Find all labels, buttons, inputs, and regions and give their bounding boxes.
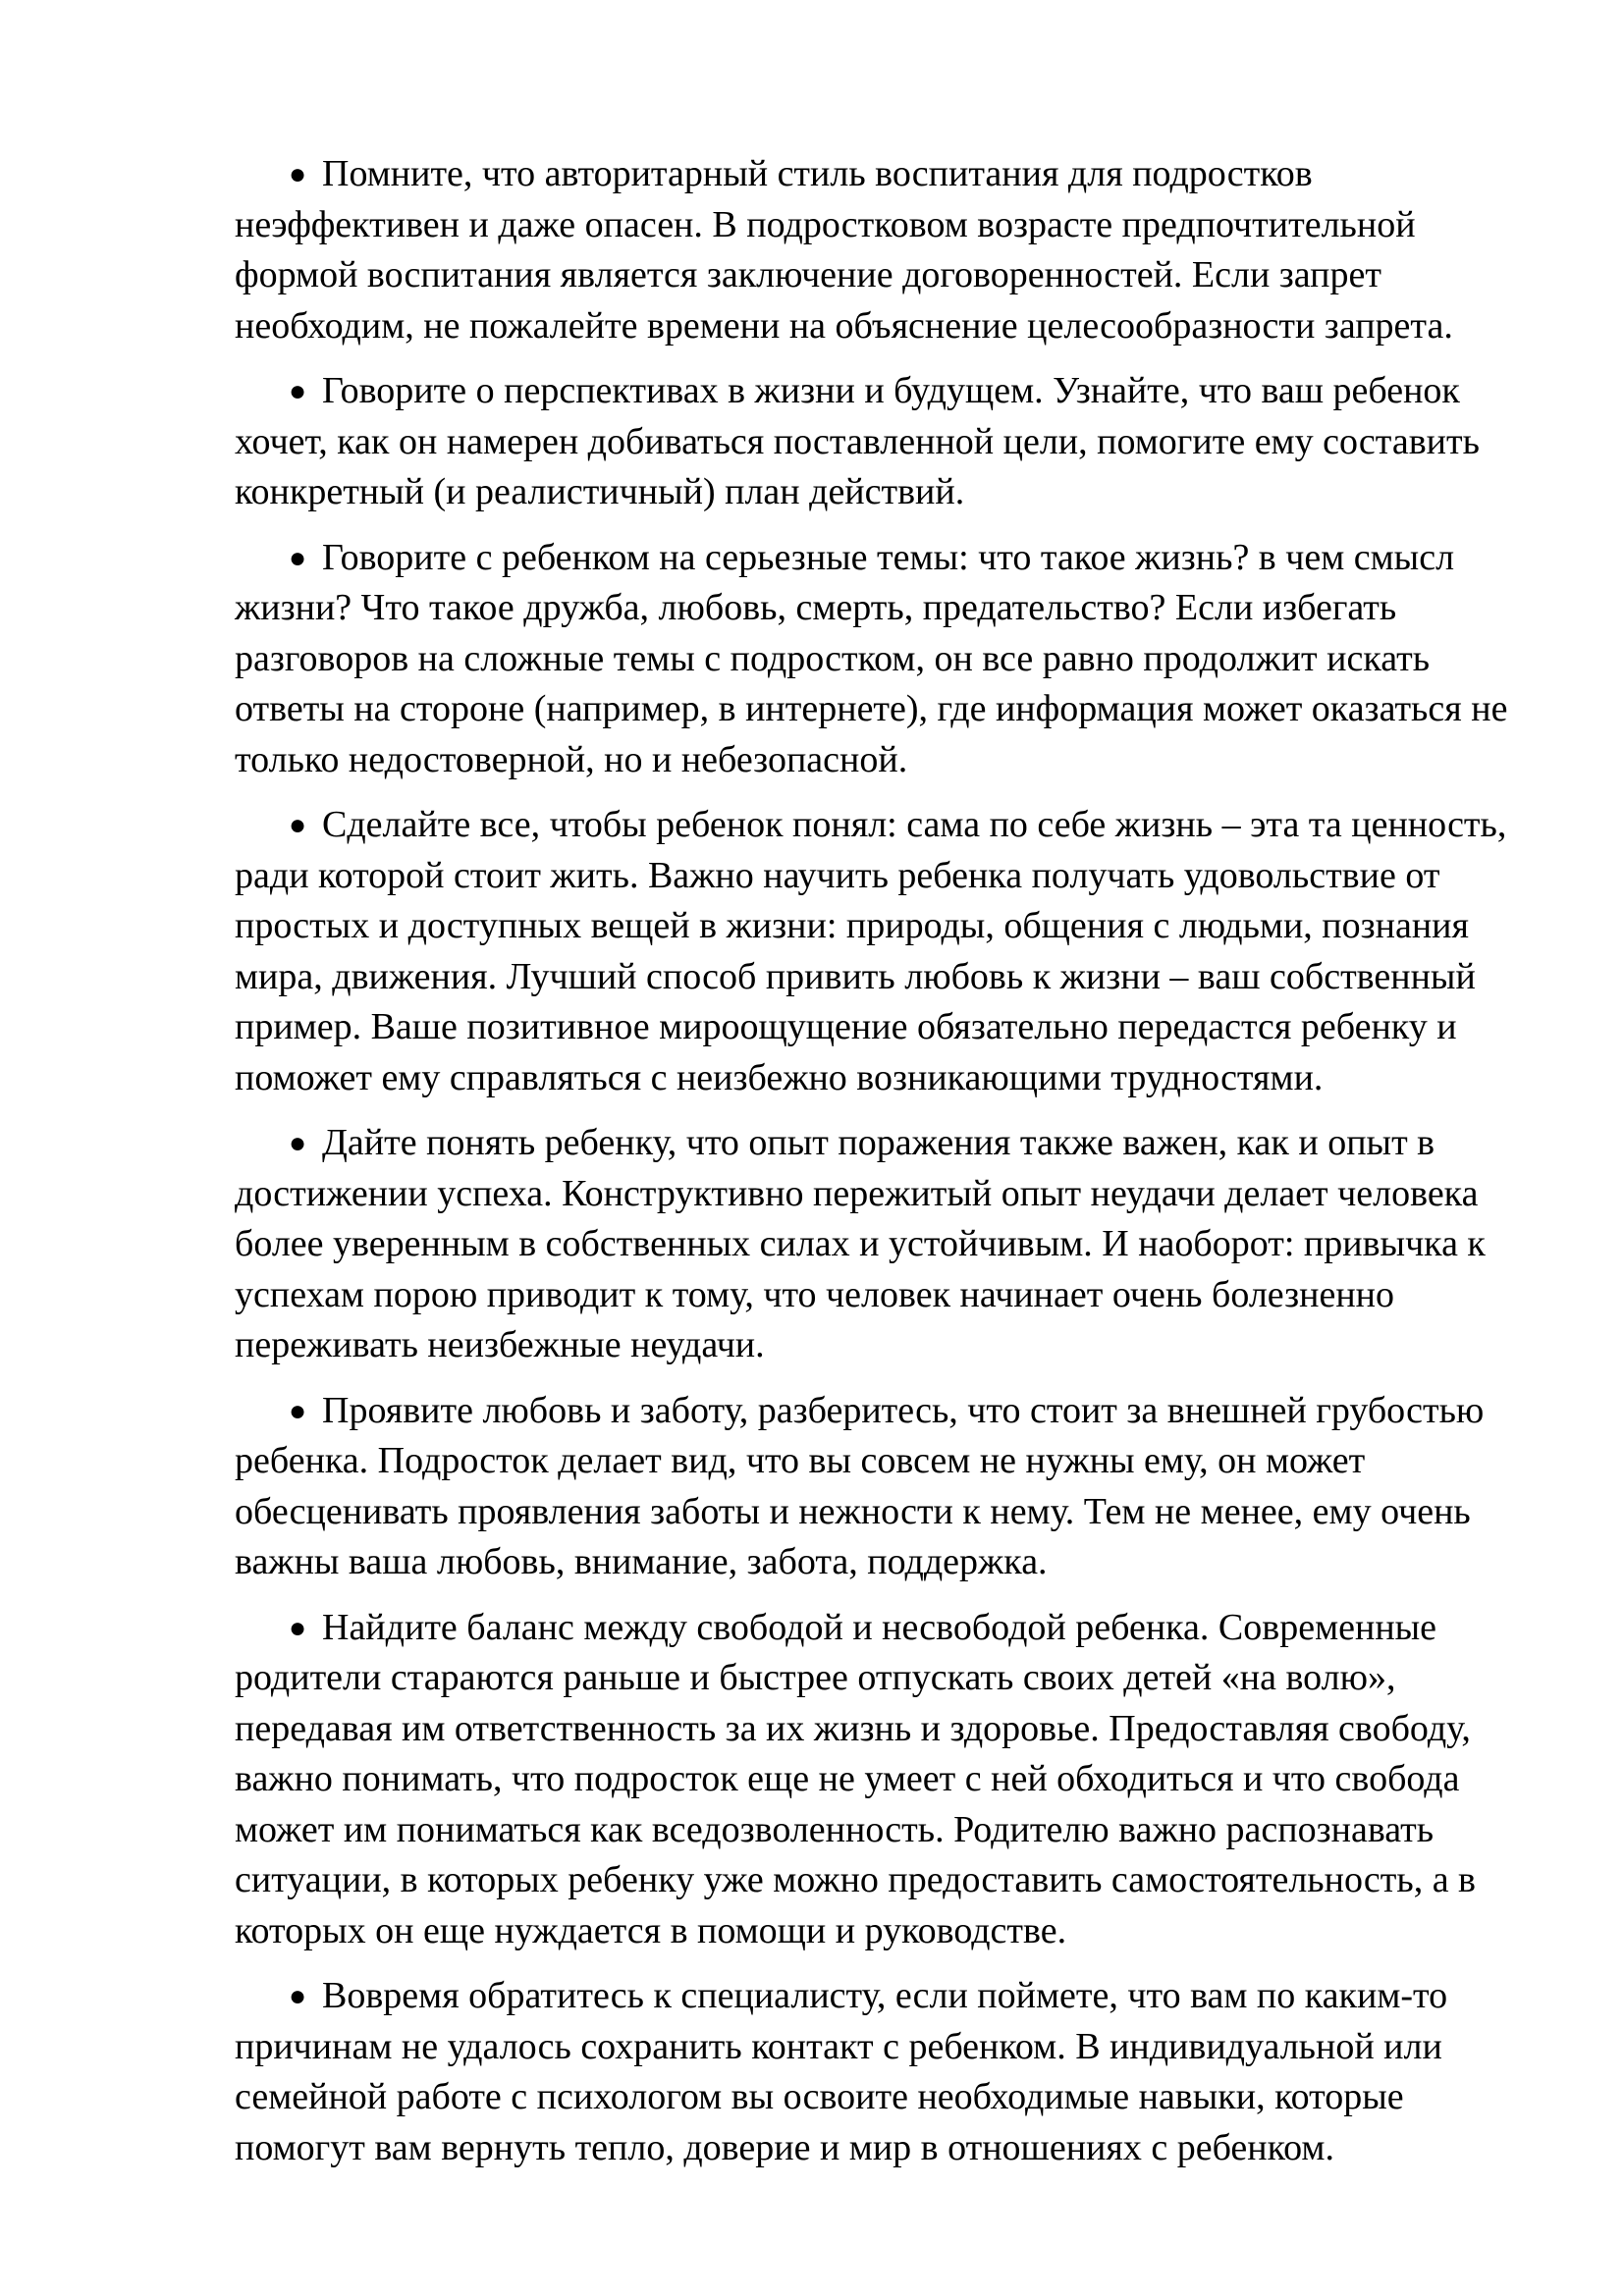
list-item-text: Говорите с ребенком на серьезные темы: что такое жизнь? в чем смысл жизни? Что такое дружба, любовь, смерть, предательство? Если избегать разговоров на сложные темы с подростком, он все равно продолжит искать ответы на стороне (например, в интернете), где информация может оказаться не только недостоверной, но и небезопасной.	[235, 536, 1508, 780]
list-item	[235, 1386, 1531, 1588]
bullet-icon: ●	[289, 1980, 307, 2012]
list-item-text: Проявите любовь и заботу, разберитесь, что стоит за внешней грубостью ребенка. Подросток делает вид, что вы совсем не нужны ему, он может обесценивать проявления заботы и нежности к нему. Тем не менее, ему очень важны ваша любовь, внимание, забота, поддержка.	[235, 1389, 1485, 1582]
list-item	[235, 1971, 1531, 2173]
list-item-text: Сделайте все, чтобы ребенок понял: сама по себе жизнь – эта та ценность, ради которой стоит жить. Важно научить ребенка получать удовольствие от простых и доступных вещей в жизни: природы, общения с людьми, познания мира, движения. Лучший способ привить любовь к жизни – ваш собственный пример. Ваше позитивное мироощущение обязательно передастся ребенку и поможет ему справляться с неизбежно возникающими трудностями.	[235, 804, 1507, 1098]
bullet-icon: ●	[289, 809, 307, 841]
list-item	[235, 1603, 1531, 1957]
list-item-text: Говорите о перспективах в жизни и будущем. Узнайте, что ваш ребенок хочет, как он намерен добиваться поставленной цели, помогите ему составить конкретный (и реалистичный) план действий.	[235, 370, 1480, 512]
list-item	[235, 1118, 1531, 1371]
list-item	[235, 149, 1531, 351]
list-item	[235, 366, 1531, 518]
list-item	[235, 533, 1531, 786]
bullet-icon: ●	[289, 1127, 307, 1159]
list-item	[235, 800, 1531, 1103]
bullet-icon: ●	[289, 1394, 307, 1427]
bullet-icon: ●	[289, 158, 307, 190]
list-item-text: Найдите баланс между свободой и несвободой ребенка. Современные родители стараются раньше и быстрее отпускать своих детей «на волю», передавая им ответственность за их жизнь и здоровье. Предоставляя свободу, важно понимать, что подросток еще не умеет с ней обходиться и что свобода может им пониматься как вседозволенность. Родителю важно распознавать ситуации, в которых ребенку уже можно предоставить самостоятельность, а в которых он еще нуждается в помощи и руководстве.	[235, 1606, 1477, 1951]
list-item-text: Вовремя обратитесь к специалисту, если поймете, что вам по каким-то причинам не удалось сохранить контакт с ребенком. В индивидуальной или семейной работе с психологом вы освоите необходимые навыки, которые помогут вам вернуть тепло, доверие и мир в отношениях с ребенком.	[235, 1975, 1448, 2168]
list-item-text: Дайте понять ребенку, что опыт поражения также важен, как и опыт в достижении успеха. Конструктивно пережитый опыт неудачи делает человека более уверенным в собственных силах и устойчивым. И наоборот: привычка к успехам порою приводит к тому, что человек начинает очень болезненно переживать неизбежные неудачи.	[235, 1122, 1486, 1365]
list-item-text: Помните, что авторитарный стиль воспитания для подростков неэффективен и даже опасен. В подростковом возрасте предпочтительной формой воспитания является заключение договоренностей. Если запрет необходим, не пожалейте времени на объяснение целесообразности запрета.	[235, 153, 1453, 347]
bullet-icon: ●	[289, 1611, 307, 1644]
bullet-icon: ●	[289, 375, 307, 407]
bullet-icon: ●	[289, 541, 307, 574]
document-page	[235, 149, 1531, 2188]
